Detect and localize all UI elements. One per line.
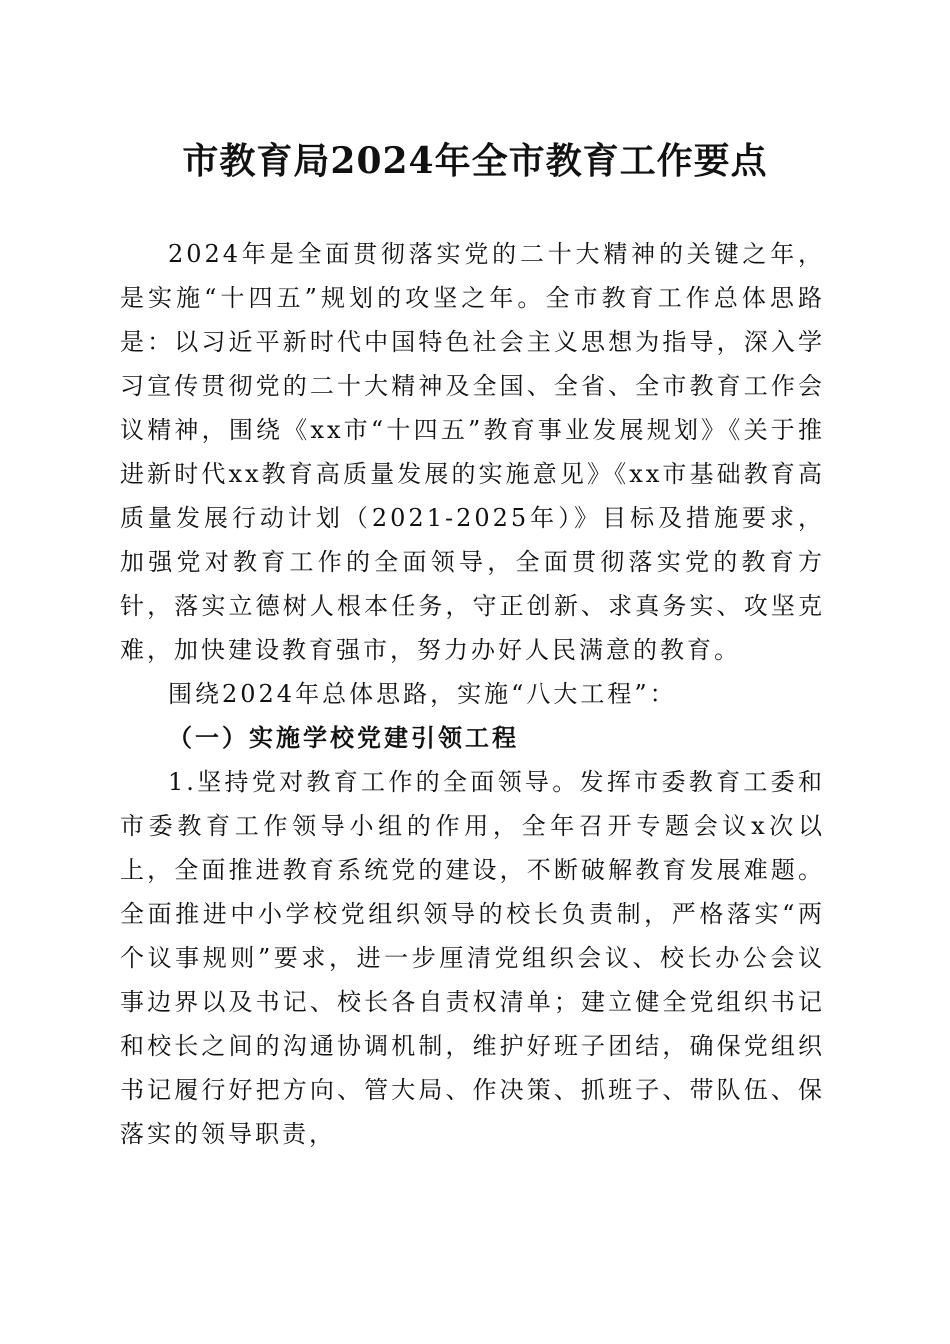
document-body bbox=[120, 232, 825, 1156]
overview-paragraph: 围绕2024年总体思路，实施“八大工程”： bbox=[168, 680, 677, 708]
intro-paragraph: 2024年是全面贯彻落实党的二十大精神的关键之年，是实施“十四五”规划的攻坚之年。全市教育工作总体思路是：以习近平新时代中国特色社会主义思想为指导，深入学习宣传贯彻党的二十大精神及全国、全省、全市教育工作会议精神，围绕《xx市“十四五”教育事业发展规划》《关于推进新时代xx教育高质量发展的实施意见》《xx市基础教育高质量发展行动计划（2021-2025年）》目标及措施要求，加强党对教育工作的全面领导，全面贯彻落实党的教育方针，落实立德树人根本任务，守正创新、求真务实、攻坚克难，加快建设教育强市，努力办好人民满意的教育。 bbox=[120, 240, 825, 664]
item-paragraph: 1.坚持党对教育工作的全面领导。发挥市委教育工委和市委教育工作领导小组的作用，全年召开专题会议x次以上，全面推进教育系统党的建设，不断破解教育发展难题。全面推进中小学校党组织领导的校长负责制，严格落实“两个议事规则”要求，进一步厘清党组织会议、校长办公会议事边界以及书记、校长各自责权清单；建立健全党组织书记和校长之间的沟通协调机制，维护好班子团结，确保党组织书记履行好把方向、管大局、作决策、抓班子、带队伍、保落实的领导职责， bbox=[120, 768, 825, 1148]
section-heading: （一）实施学校党建引领工程 bbox=[168, 723, 519, 752]
document-title: 市教育局2024年全市教育工作要点 bbox=[182, 140, 768, 182]
